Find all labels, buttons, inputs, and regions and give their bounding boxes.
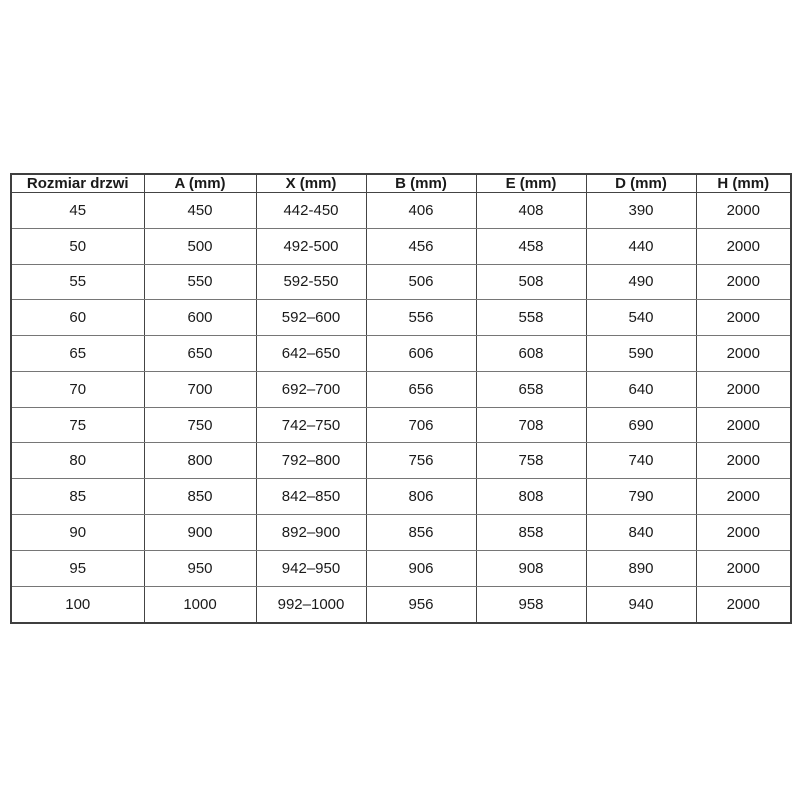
table-cell: 758 bbox=[476, 443, 586, 479]
table-cell: 70 bbox=[11, 371, 144, 407]
column-header: D (mm) bbox=[586, 174, 696, 193]
column-header: X (mm) bbox=[256, 174, 366, 193]
table-cell: 600 bbox=[144, 300, 256, 336]
table-cell: 658 bbox=[476, 371, 586, 407]
table-cell: 458 bbox=[476, 228, 586, 264]
table-cell: 2000 bbox=[696, 407, 791, 443]
table-cell: 806 bbox=[366, 479, 476, 515]
table-cell: 708 bbox=[476, 407, 586, 443]
table-cell: 842–850 bbox=[256, 479, 366, 515]
table-cell: 506 bbox=[366, 264, 476, 300]
table-cell: 656 bbox=[366, 371, 476, 407]
table-cell: 692–700 bbox=[256, 371, 366, 407]
table-cell: 456 bbox=[366, 228, 476, 264]
table-cell: 2000 bbox=[696, 371, 791, 407]
table-cell: 1000 bbox=[144, 586, 256, 623]
table-cell: 508 bbox=[476, 264, 586, 300]
table-cell: 592-550 bbox=[256, 264, 366, 300]
table-row bbox=[11, 300, 791, 336]
table-cell: 2000 bbox=[696, 443, 791, 479]
table-cell: 492-500 bbox=[256, 228, 366, 264]
table-cell: 2000 bbox=[696, 336, 791, 372]
table-cell: 2000 bbox=[696, 479, 791, 515]
table-cell: 556 bbox=[366, 300, 476, 336]
table-cell: 606 bbox=[366, 336, 476, 372]
table-cell: 858 bbox=[476, 515, 586, 551]
table-cell: 2000 bbox=[696, 550, 791, 586]
table-cell: 60 bbox=[11, 300, 144, 336]
table-cell: 940 bbox=[586, 586, 696, 623]
table-cell: 45 bbox=[11, 193, 144, 229]
table-cell: 55 bbox=[11, 264, 144, 300]
table-cell: 790 bbox=[586, 479, 696, 515]
table-cell: 792–800 bbox=[256, 443, 366, 479]
column-header: Rozmiar drzwi bbox=[11, 174, 144, 193]
table-cell: 856 bbox=[366, 515, 476, 551]
table-cell: 650 bbox=[144, 336, 256, 372]
column-header: A (mm) bbox=[144, 174, 256, 193]
table-cell: 75 bbox=[11, 407, 144, 443]
table-row bbox=[11, 479, 791, 515]
table-cell: 442-450 bbox=[256, 193, 366, 229]
table-cell: 590 bbox=[586, 336, 696, 372]
table-cell: 80 bbox=[11, 443, 144, 479]
table-cell: 908 bbox=[476, 550, 586, 586]
table-cell: 440 bbox=[586, 228, 696, 264]
door-size-spec-table bbox=[10, 173, 792, 624]
table-cell: 540 bbox=[586, 300, 696, 336]
table-row bbox=[11, 550, 791, 586]
table-cell: 942–950 bbox=[256, 550, 366, 586]
table-row bbox=[11, 515, 791, 551]
table-cell: 2000 bbox=[696, 228, 791, 264]
table-cell: 900 bbox=[144, 515, 256, 551]
table-cell: 706 bbox=[366, 407, 476, 443]
table-cell: 490 bbox=[586, 264, 696, 300]
table-cell: 558 bbox=[476, 300, 586, 336]
table-cell: 992–1000 bbox=[256, 586, 366, 623]
table-cell: 90 bbox=[11, 515, 144, 551]
table-cell: 800 bbox=[144, 443, 256, 479]
table-cell: 550 bbox=[144, 264, 256, 300]
table-cell: 958 bbox=[476, 586, 586, 623]
table-cell: 406 bbox=[366, 193, 476, 229]
table-cell: 450 bbox=[144, 193, 256, 229]
table-row bbox=[11, 228, 791, 264]
table-cell: 2000 bbox=[696, 515, 791, 551]
table-cell: 592–600 bbox=[256, 300, 366, 336]
column-header: H (mm) bbox=[696, 174, 791, 193]
table-row bbox=[11, 443, 791, 479]
table-row bbox=[11, 407, 791, 443]
table-cell: 892–900 bbox=[256, 515, 366, 551]
table-cell: 85 bbox=[11, 479, 144, 515]
table-cell: 500 bbox=[144, 228, 256, 264]
table-cell: 956 bbox=[366, 586, 476, 623]
table-cell: 642–650 bbox=[256, 336, 366, 372]
table-row bbox=[11, 586, 791, 623]
table-cell: 750 bbox=[144, 407, 256, 443]
table-cell: 808 bbox=[476, 479, 586, 515]
table-cell: 95 bbox=[11, 550, 144, 586]
table-cell: 608 bbox=[476, 336, 586, 372]
table-cell: 2000 bbox=[696, 586, 791, 623]
table-cell: 50 bbox=[11, 228, 144, 264]
table-cell: 65 bbox=[11, 336, 144, 372]
table-cell: 100 bbox=[11, 586, 144, 623]
header-row bbox=[11, 174, 791, 193]
table-row bbox=[11, 336, 791, 372]
table-cell: 850 bbox=[144, 479, 256, 515]
table-cell: 740 bbox=[586, 443, 696, 479]
column-header: E (mm) bbox=[476, 174, 586, 193]
table-cell: 906 bbox=[366, 550, 476, 586]
table-cell: 950 bbox=[144, 550, 256, 586]
table-cell: 742–750 bbox=[256, 407, 366, 443]
table-cell: 840 bbox=[586, 515, 696, 551]
table-cell: 2000 bbox=[696, 193, 791, 229]
table-cell: 890 bbox=[586, 550, 696, 586]
column-header: B (mm) bbox=[366, 174, 476, 193]
table-cell: 756 bbox=[366, 443, 476, 479]
table-cell: 690 bbox=[586, 407, 696, 443]
table-row bbox=[11, 193, 791, 229]
table-cell: 640 bbox=[586, 371, 696, 407]
table-cell: 2000 bbox=[696, 264, 791, 300]
table-cell: 2000 bbox=[696, 300, 791, 336]
table-cell: 700 bbox=[144, 371, 256, 407]
table-row bbox=[11, 371, 791, 407]
table-cell: 408 bbox=[476, 193, 586, 229]
table-row bbox=[11, 264, 791, 300]
table-cell: 390 bbox=[586, 193, 696, 229]
